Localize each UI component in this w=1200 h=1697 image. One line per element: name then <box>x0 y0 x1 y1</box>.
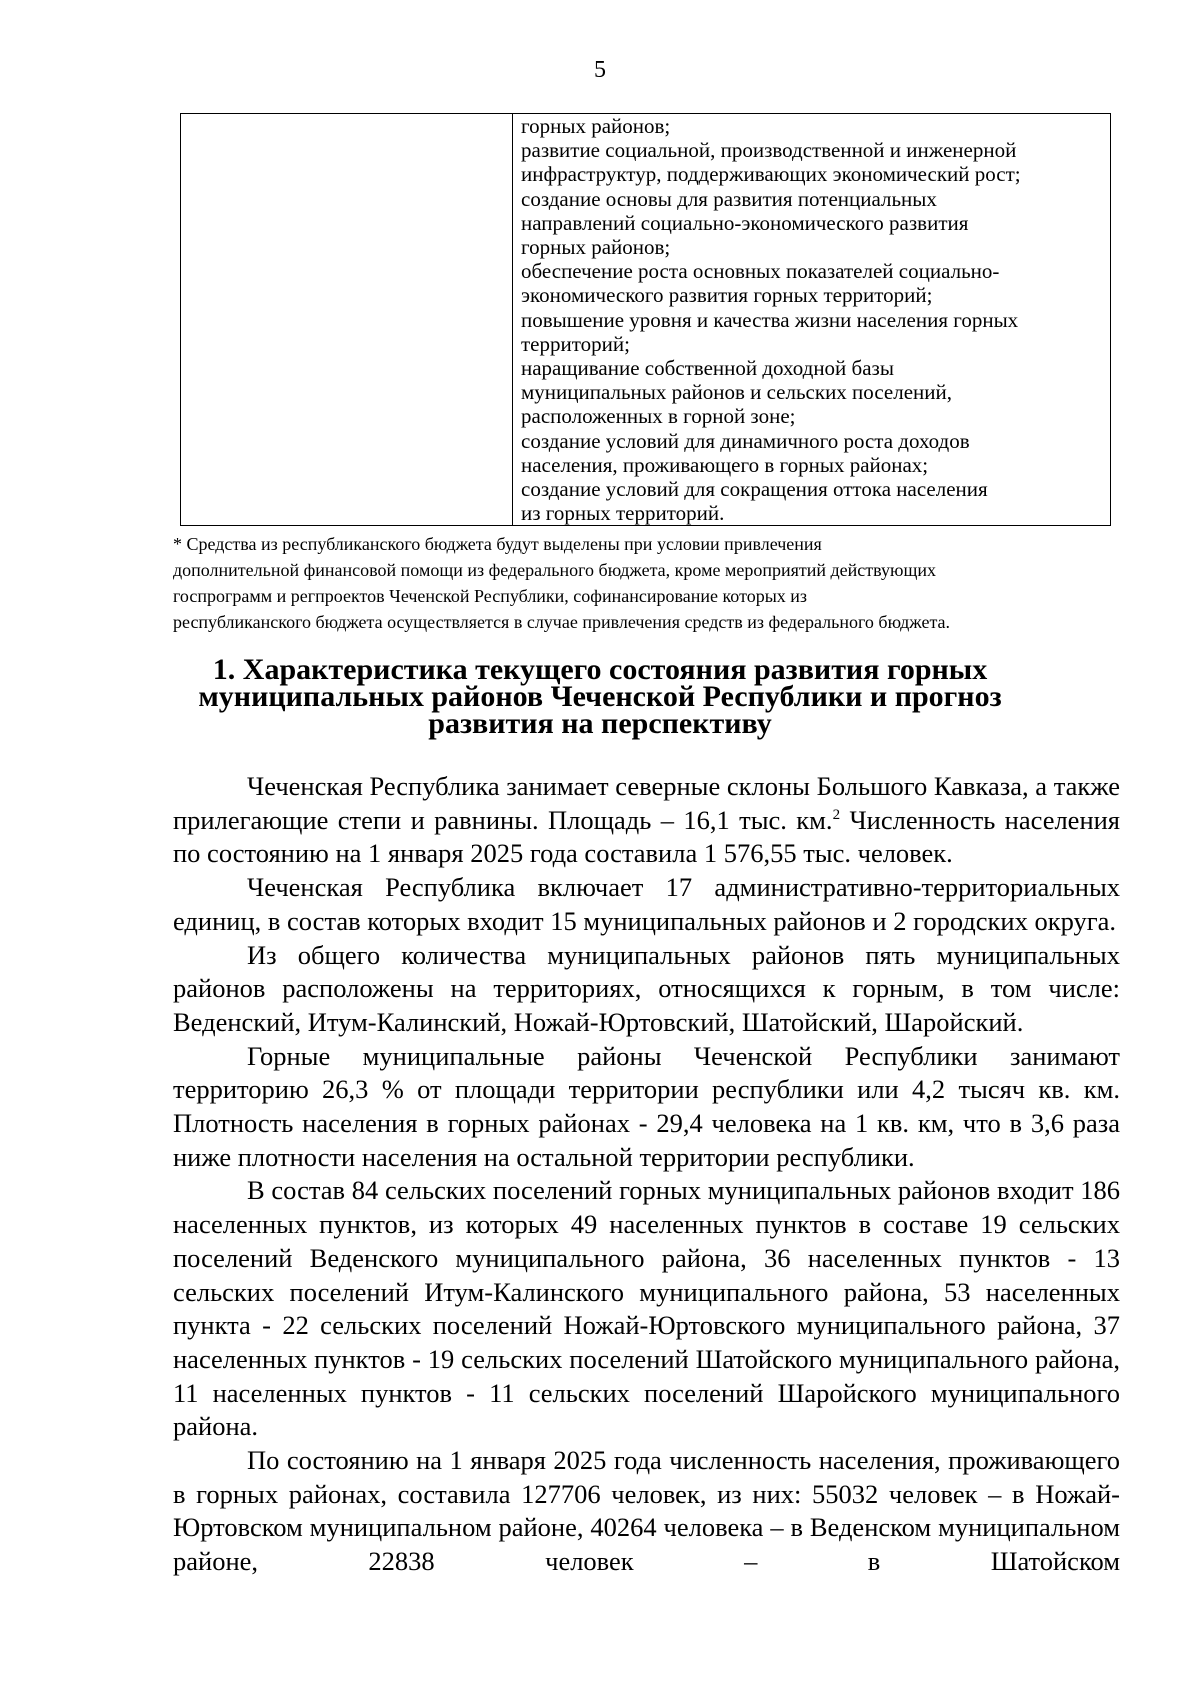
paragraph-settlements: В состав 84 сельских поселений горных муниципальных районов входит 186 населенных пунктов, из которых 49 населенных пунктов в составе 19 сельских поселений Веденского муниципального района, 36 населенных пунктов - 13 сельских поселений Итум-Калинского муниципального района, 53 населенных пункта - 22 сельских поселений Ножай-Юртовского муниципального района, 37 населенных пунктов - 19 сельских поселений Шатойского муниципального района, 11 населенных пунктов - 11 сельских поселений Шаройского муниципального района. <box>173 1175 1120 1442</box>
goal-line: экономического развития горных территорий; <box>521 283 933 308</box>
goal-line: обеспечение роста основных показателей социально- <box>521 259 1000 284</box>
paragraph-text: Чеченская Республика занимает северные склоны Большого Кавказа, а также прилегающие степи и равнины. Площадь – 16,1 тыс. км. <box>173 771 1120 835</box>
goal-line: горных районов; <box>521 235 671 260</box>
superscript-2: 2 <box>832 806 841 823</box>
goal-line: создание условий для динамичного роста доходов <box>521 428 970 453</box>
footnote-line: дополнительной финансовой помощи из федерального бюджета, кроме мероприятий действующих <box>173 560 936 580</box>
goal-line: населения, проживающего в горных районах; <box>521 452 929 477</box>
goal-line: наращивание собственной доходной базы <box>521 356 894 381</box>
table-left-cell <box>181 114 513 526</box>
goals-table <box>180 113 1111 526</box>
paragraph-mountain-districts: Из общего количества муниципальных районов пять муниципальных районов расположены на территориях, относящихся к горным, в том числе: Веденский, Итум-Калинский, Ножай-Юртовский, Шатойский, Шаройский. <box>173 939 1120 1037</box>
paragraph-overview <box>173 770 1120 871</box>
goal-line: создание основы для развития потенциальных <box>521 186 937 211</box>
goal-line: расположенных в горной зоне; <box>521 404 796 429</box>
footnote-line: республиканского бюджета осуществляется в случае привлечения средств из федерального бюджета. <box>173 612 951 632</box>
section-title-line: муниципальных районов Чеченской Республики и прогноз <box>198 680 1002 713</box>
goal-line: направлений социально-экономического развития <box>521 210 969 235</box>
section-title-line: развития на перспективу <box>428 707 772 740</box>
footnote-line: * Средства из республиканского бюджета будут выделены при условии привлечения <box>173 534 822 554</box>
goal-line: муниципальных районов и сельских поселений, <box>521 380 952 405</box>
goal-line: территорий; <box>521 331 630 356</box>
goal-line: повышение уровня и качества жизни населения горных <box>521 307 1019 332</box>
goals-list-cell <box>513 114 1111 526</box>
goal-line: из горных территорий. <box>521 501 725 526</box>
goal-line: создание условий для сокращения оттока населения <box>521 477 988 502</box>
paragraph-territory-density: Горные муниципальные районы Чеченской Республики занимают территорию 26,3 % от площади территории республики или 4,2 тысяч кв. км. Плотность населения в горных районах - 29,4 человека на 1 кв. км, что в 3,6 раза ниже плотности населения на остальной территории республики. <box>173 1040 1120 1172</box>
page-number: 5 <box>594 57 606 83</box>
footnote-line: госпрограмм и регпроектов Чеченской Республики, софинансирование которых из <box>173 586 808 606</box>
section-title-line: 1. Характеристика текущего состояния развития горных <box>212 653 988 686</box>
goal-line: горных районов; <box>521 114 671 138</box>
paragraph-administrative-units: Чеченская Республика включает 17 административно-территориальных единиц, в состав которых входит 15 муниципальных районов и 2 городских округа. <box>173 872 1120 936</box>
paragraph-text: Численность населения по состоянию на 1 января 2025 года составила 1 576,55 тыс. человек. <box>173 804 1120 869</box>
budget-footnote <box>173 531 1113 635</box>
goal-line: инфраструктур, поддерживающих экономический рост; <box>521 162 1021 187</box>
paragraph-population: По состоянию на 1 января 2025 года численность населения, проживающего в горных районах, составила 127706 человек, из них: 55032 человек – в Ножай-Юртовском муниципальном районе, 40264 человека – в Веденском муниципальном районе, 22838 человек – в Шатойском <box>173 1445 1120 1577</box>
section-title <box>0 653 1200 740</box>
table-row <box>181 114 1111 526</box>
goal-line: развитие социальной, производственной и инженерной <box>521 138 1017 163</box>
body-text <box>173 770 1120 1579</box>
